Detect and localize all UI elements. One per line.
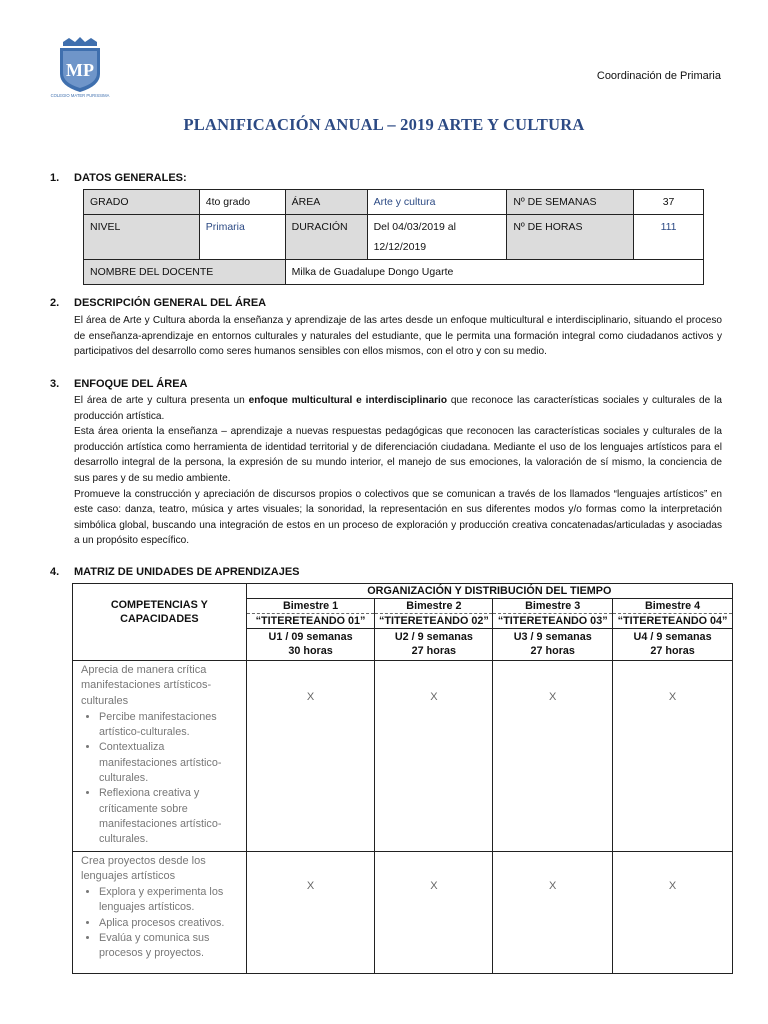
- capacidad-item: • Contextualiza manifestaciones artístico-culturales.: [99, 740, 238, 786]
- enfoque-paragraph-3: Promueve la construcción y apreciación de discursos propios o colectivos que se comunican a través de los llamados “lenguajes artísticos” en este caso: danza, teatro, música y artes visuales; la sonoridad, la representación en sus diferentes modos y/o formas como la interpretación simbólica global, buscando una integración de estos en un proceso de exploración y producción creativa concatenadas/articuladas y asociadas a un propósito específico.: [74, 488, 722, 547]
- semanas-label: Nº DE SEMANAS: [507, 190, 634, 215]
- enfoque-paragraph-1: El área de arte y cultura presenta un enfoque multicultural e interdisciplinario que reconoce las características sociales y culturales de la producción artística.: [74, 395, 722, 422]
- competencia-1: [73, 661, 247, 852]
- bimestre-4-name: Bimestre 4: [613, 599, 733, 614]
- docente-label: NOMBRE DEL DOCENTE: [84, 260, 286, 285]
- datos-generales-table: [83, 189, 704, 285]
- bimestre-3-unidad: U3 / 9 semanas 27 horas: [493, 629, 613, 661]
- enfoque-text: [74, 393, 722, 549]
- bimestre-2-title: “TITERETEANDO 02”: [375, 614, 493, 629]
- bimestre-2-name: Bimestre 2: [375, 599, 493, 614]
- bimestre-3-name: Bimestre 3: [493, 599, 613, 614]
- grado-value: 4to grado: [199, 190, 285, 215]
- semanas-value: 37: [634, 190, 704, 215]
- bimestre-3-title: “TITERETEANDO 03”: [493, 614, 613, 629]
- mark-c2-b2: X: [375, 851, 493, 973]
- capacidad-item: • Aplica procesos creativos.: [99, 916, 238, 931]
- nivel-value: Primaria: [199, 215, 285, 260]
- logo-caption: COLEGIO MATER PURISSIMA: [50, 93, 110, 98]
- area-label: ÁREA: [285, 190, 367, 215]
- bimestre-1-name: Bimestre 1: [246, 599, 375, 614]
- capacidad-item: • Evalúa y comunica sus procesos y proyectos.: [99, 931, 238, 962]
- matriz-unidades-table: [72, 583, 733, 974]
- duracion-value: Del 04/03/2019 al 12/12/2019: [367, 215, 507, 260]
- competencia-1-title: Aprecia de manera crítica manifestaciones artísticos-culturales: [81, 664, 212, 707]
- organizacion-header: ORGANIZACIÓN Y DISTRIBUCIÓN DEL TIEMPO: [246, 584, 732, 599]
- competencia-2-title: Crea proyectos desde los lenguajes artísticos: [81, 854, 206, 882]
- horas-value: 111: [634, 215, 704, 260]
- bimestre-2-unidad: U2 / 9 semanas 27 horas: [375, 629, 493, 661]
- capacidad-item: • Explora y experimenta los lenguajes artísticos.: [99, 885, 238, 916]
- capacidad-item: • Reflexiona creativa y críticamente sobre manifestaciones artístico-culturales.: [99, 786, 238, 847]
- section-4-heading: 4. MATRIZ DE UNIDADES DE APRENDIZAJES: [50, 566, 300, 578]
- competencia-2: [73, 851, 247, 973]
- capacidad-item: • Percibe manifestaciones artístico-culturales.: [99, 710, 238, 741]
- section-1-heading: 1. DATOS GENERALES:: [50, 172, 187, 184]
- nivel-label: NIVEL: [84, 215, 200, 260]
- coordination-label: Coordinación de Primaria: [596, 70, 721, 82]
- mark-c1-b2: X: [375, 661, 493, 852]
- bimestre-4-title: “TITERETEANDO 04”: [613, 614, 733, 629]
- grado-label: GRADO: [84, 190, 200, 215]
- docente-value: Milka de Guadalupe Dongo Ugarte: [285, 260, 703, 285]
- school-logo: [50, 36, 110, 100]
- duracion-label: DURACIÓN: [285, 215, 367, 260]
- section-3-heading: 3. ENFOQUE DEL ÁREA: [50, 378, 188, 390]
- horas-label: Nº DE HORAS: [507, 215, 634, 260]
- mark-c2-b4: X: [613, 851, 733, 973]
- page-title: PLANIFICACIÓN ANUAL – 2019 ARTE Y CULTURA: [183, 115, 585, 134]
- bimestre-1-unidad: U1 / 09 semanas 30 horas: [246, 629, 375, 661]
- logo-text: MP: [66, 60, 94, 80]
- school-crest-icon: [50, 36, 110, 100]
- section-2-heading: 2. DESCRIPCIÓN GENERAL DEL ÁREA: [50, 297, 267, 309]
- bimestre-1-title: “TITERETEANDO 01”: [246, 614, 375, 629]
- competencias-header: COMPETENCIAS Y CAPACIDADES: [73, 584, 247, 661]
- mark-c2-b1: X: [246, 851, 375, 973]
- mark-c2-b3: X: [493, 851, 613, 973]
- mark-c1-b1: X: [246, 661, 375, 852]
- mark-c1-b4: X: [613, 661, 733, 852]
- mark-c1-b3: X: [493, 661, 613, 852]
- enfoque-paragraph-2: Esta área orienta la enseñanza – aprendizaje a nuevas respuestas pedagógicas que reconocen las características sociales y culturales de la producción artística como herramienta de identidad territorial y de diferenciación ciudadana. Mediante el uso de los lenguajes artísticos para el desarrollo integral de la persona, la expresión de su mundo interior, el manejo de sus emociones, la valoración de sí mismo, la conciencia de sus pares y de su medio ambiente.: [74, 426, 722, 484]
- bimestre-4-unidad: U4 / 9 semanas 27 horas: [613, 629, 733, 661]
- area-value: Arte y cultura: [367, 190, 507, 215]
- descripcion-paragraph: El área de Arte y Cultura aborda la enseñanza y aprendizaje de las artes desde un enfoque multicultural e interdisciplinario, situando el proceso de enseñanza-aprendizaje en entornos culturales y naturales del estudiante, que le permita una formación integral como ciudadanos activos y participativos del desarrollo como seres humanos sensibles con ellos mismos, con el otro y con su medio.: [74, 315, 722, 358]
